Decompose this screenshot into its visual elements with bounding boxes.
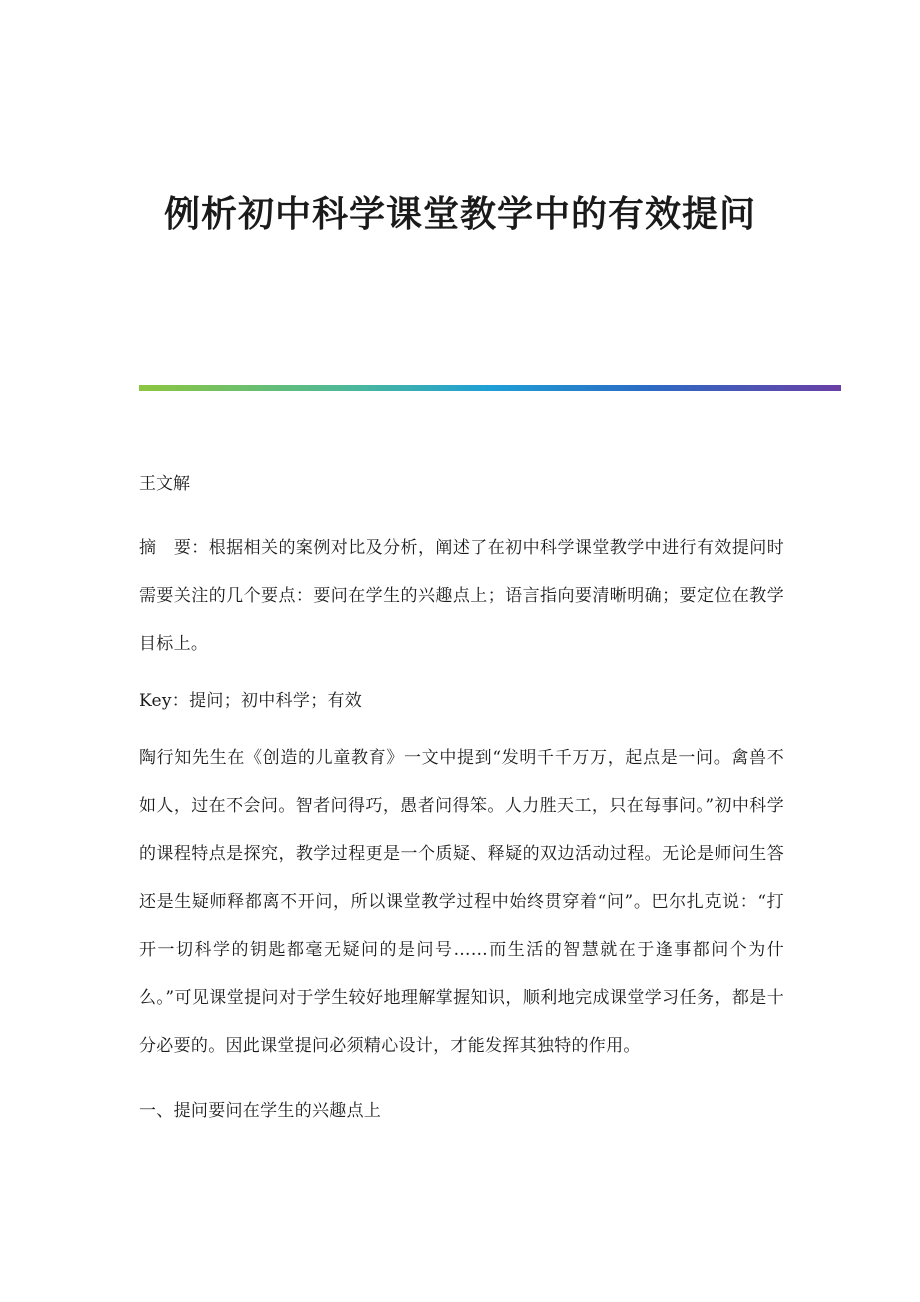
author-name: 王文解 <box>139 474 190 494</box>
keywords-line: Key：提问；初中科学；有效 <box>139 691 363 711</box>
document-body <box>139 524 784 1152</box>
section-heading: 一、提问要问在学生的兴趣点上 <box>139 1101 382 1121</box>
title-divider <box>139 385 841 391</box>
intro-paragraph: 陶行知先生在《创造的儿童教育》一文中提到“发明千千万万，起点是一问。禽兽不如人，过在不会问。智者问得巧，愚者问得笨。人力胜天工，只在每事问。”初中科学的课程特点是探究，教学过程更是一个质疑、释疑的双边活动过程。无论是师问生答还是生疑师释都离不开问，所以课堂教学过程中始终贯穿着“问”。巴尔扎克说：“打开一切科学的钥匙都毫无疑问的是问号……而生活的智慧就在于逢事都问个为什么。”可见课堂提问对于学生较好地理解掌握知识，顺利地完成课堂学习任务，都是十分必要的。因此课堂提问必须精心设计，才能发挥其独特的作用。 <box>139 748 784 1056</box>
document-title: 例析初中科学课堂教学中的有效提问 <box>163 193 756 235</box>
abstract-paragraph: 摘 要：根据相关的案例对比及分析，阐述了在初中科学课堂教学中进行有效提问时需要关注的几个要点：要问在学生的兴趣点上；语言指向要清晰明确；要定位在教学目标上。 <box>139 538 784 654</box>
